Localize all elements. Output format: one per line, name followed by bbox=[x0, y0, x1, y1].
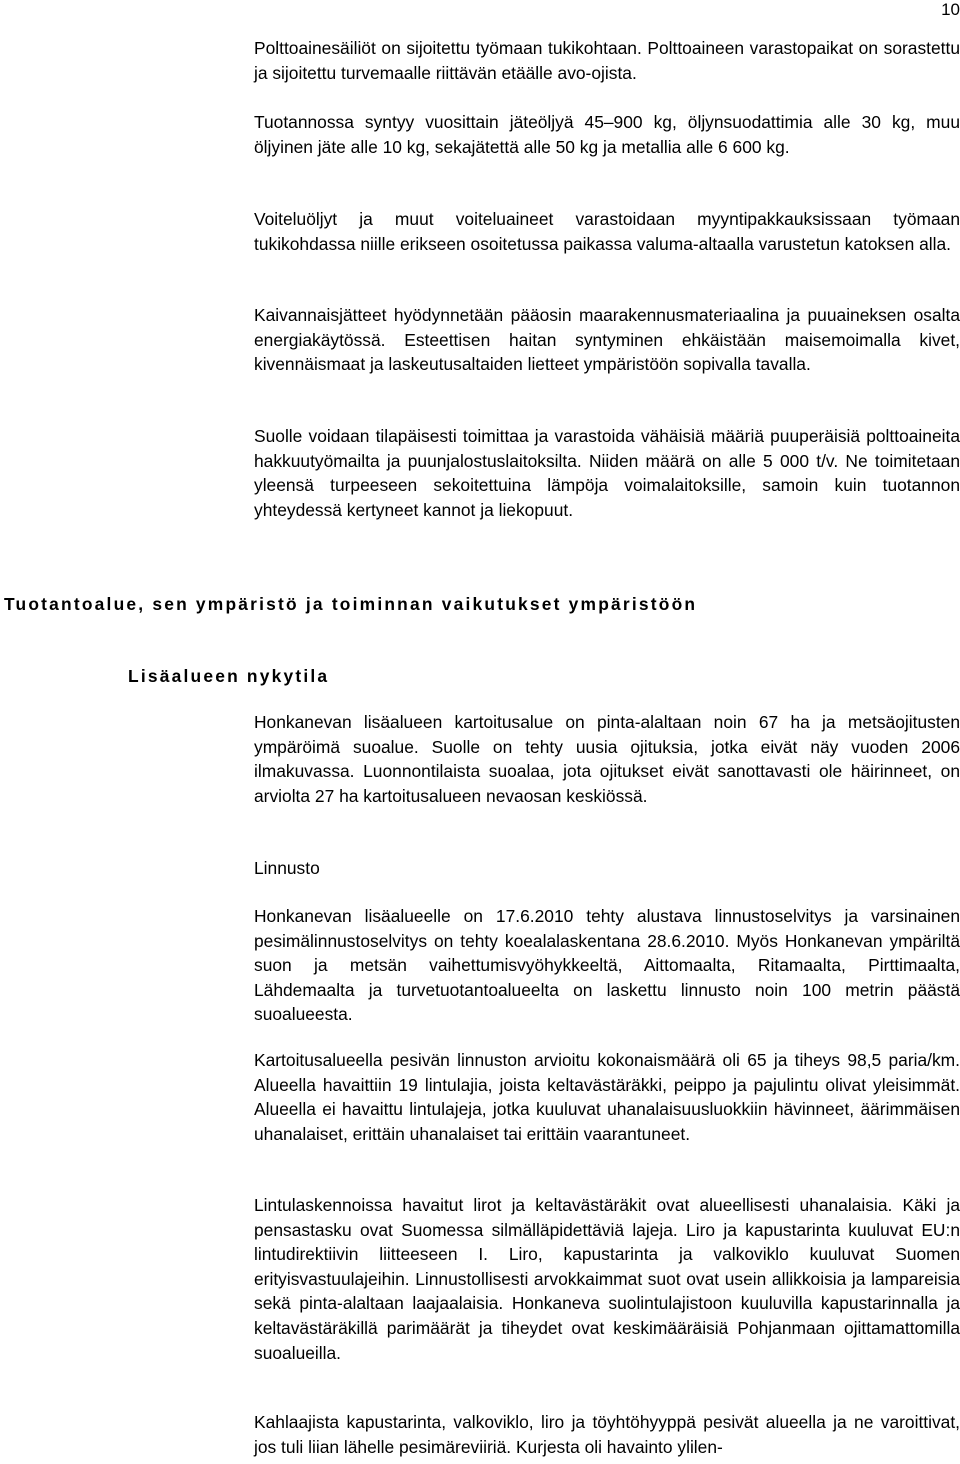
paragraph-waders: Kahlaajista kapustarinta, valkoviklo, liro ja töyhtöhyyppä pesivät alueella ja ne varoittivat, jos tuli liian lähelle pesimäreviiriä. Kurjesta oli havainto ylilen- bbox=[254, 1412, 960, 1457]
paragraph-mining-waste: Kaivannaisjätteet hyödynnetään pääosin maarakennusmateriaalina ja puuaineksen osalta energiakäytössä. Esteettisen haitan syntyminen ehkäistään maisemoimalla kivet, kivennäismaat ja laskeutusaltaiden lietteet ympäristöön sopivalla tavalla. bbox=[254, 305, 960, 375]
paragraph-current-state: Honkanevan lisäalueen kartoitusalue on pinta-alaltaan noin 67 ha ja metsäojitusten ympäröimä suoalue. Suolle on tehty uusia ojituksia, jotka eivät näy vuoden 2006 ilmakuvassa. Luonnontilaista suoalaa, jota ojitukset eivät sanottavasti ole häirinneet, on arviolta 27 ha kartoitusalueen nevaosan keskiössä. bbox=[254, 712, 960, 806]
paragraph-fuel-storage: Polttoainesäiliöt on sijoitettu työmaan tukikohtaan. Polttoaineen varastopaikat on sorastettu ja sijoitettu turvemaalle riittävän etäälle avo-ojista. bbox=[254, 38, 960, 83]
paragraph-wood-fuels: Suolle voidaan tilapäisesti toimittaa ja varastoida vähäisiä määriä puuperäisiä polttoaineita hakkuutyömailta ja puunjalostuslaitoksilta. Niiden määrä on alle 5 000 t/v. Ne toimitetaan yleensä turpeeseen sekoitettuina lämpöja voimalaitoksille, samoin kuin tuotannon yhteydessä kertyneet kannot ja liekopuut. bbox=[254, 426, 960, 520]
section-heading: Tuotantoalue, sen ympäristö ja toiminnan vaikutukset ympäristöön bbox=[4, 594, 698, 614]
linnusto-heading: Linnusto bbox=[254, 858, 320, 878]
paragraph-waste-amounts: Tuotannossa syntyy vuosittain jäteöljyä 45–900 kg, öljynsuodattimia alle 30 kg, muu öljyinen jäte alle 10 kg, sekajätettä alle 50 kg ja metallia alle 6 600 kg. bbox=[254, 112, 960, 157]
paragraph-threatened-species: Lintulaskennoissa havaitut lirot ja keltavästäräkit ovat alueellisesti uhanalaisia. Käki ja pensastasku ovat Suomessa silmälläpidettäviä lajeja. Liro ja kapustarinta kuuluvat EU:n lintudirektiivin liitteeseen I. Liro, kapustarinta ja valkoviklo kuuluvat Suomen erityisvastuulajeihin. Linnustollisesti arvokkaimmat suot ovat usein allikkoisia ja lampareisia sekä pinta-alaltaan laajaalaisia. Honkaneva suolintulajistoon kuuluvilla kapustarinnalla ja keltavästäräkillä parimäärät ja tiheydet ovat keskimääräisiä Pohjanmaan ojittamattomilla suoalueilla. bbox=[254, 1195, 960, 1363]
paragraph-lubricants: Voiteluöljyt ja muut voiteluaineet varastoidaan myyntipakkauksissaan työmaan tukikohdassa niille erikseen osoitetussa paikassa valuma-altaalla varustetun katoksen alla. bbox=[254, 209, 960, 254]
subsection-heading: Lisäalueen nykytila bbox=[128, 666, 330, 686]
paragraph-bird-counts: Kartoitusalueella pesivän linnuston arvioitu kokonaismäärä oli 65 ja tiheys 98,5 paria/km. Alueella havaittiin 19 lintulajia, joista keltavästäräkki, peippo ja pajulintu olivat yleisimmät. Alueella ei havaittu lintulajeja, jotka kuuluvat uhanalaisuusluokkiin hävinneet, äärimmäisen uhanalaiset, erittäin uhanalaiset tai erittäin vaarantuneet. bbox=[254, 1050, 960, 1144]
paragraph-bird-survey: Honkanevan lisäalueelle on 17.6.2010 tehty alustava linnustoselvitys ja varsinainen pesimälinnustoselvitys on tehty koealalaskentana 28.6.2010. Myös Honkanevan ympäriltä suon ja metsän vaihettumisvyöhykkeeltä, Aittomaalta, Ritamaalta, Pirttimaalta, Lähdemaalta ja turvetuotantoalueelta on laskettu linnusto noin 100 metrin päästä suoalueesta. bbox=[254, 906, 960, 1025]
page-number: 10 bbox=[941, 0, 960, 19]
